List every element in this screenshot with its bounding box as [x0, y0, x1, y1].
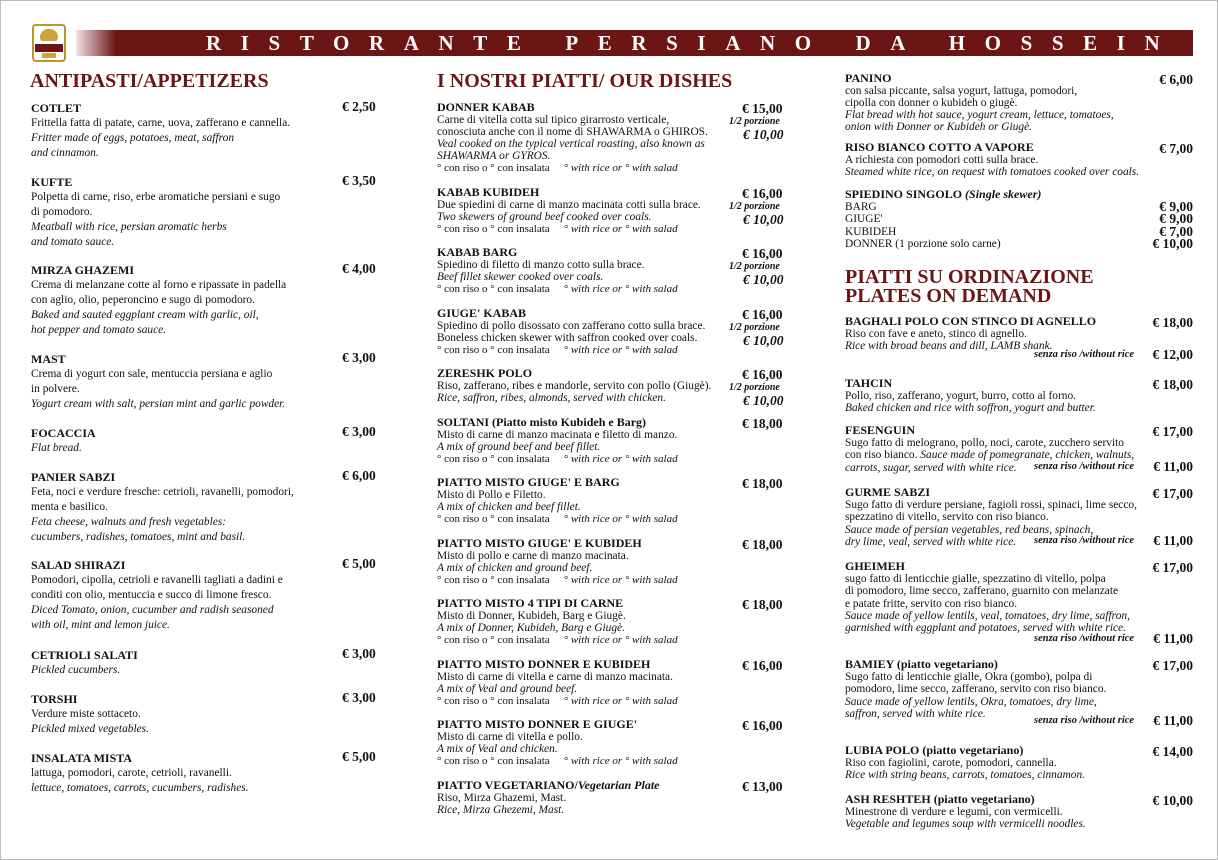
serving-options-en: ° with rice or ° with salad: [563, 453, 678, 465]
on-demand-price: € 10,00: [1152, 793, 1193, 808]
skewer-label: DONNER (1 porzione solo carne): [845, 237, 1001, 250]
single-skewer-name-en: (Single skewer): [962, 187, 1042, 201]
on-demand-name: GURME SABZI: [845, 485, 931, 499]
serving-options: [437, 283, 727, 296]
item-description: Feta, noci e verdure fresche: cetrioli, ravanelli, pomodori,: [31, 486, 294, 498]
serving-options: [437, 344, 727, 357]
dish-price: € 16,00: [742, 186, 783, 201]
serving-options: [437, 453, 727, 466]
on-demand-name: GHEIMEH: [845, 559, 906, 573]
extra-name: PANINO: [845, 71, 892, 85]
single-skewer-name: SPIEDINO SINGOLO (Single skewer): [845, 187, 1042, 201]
extra-description-en: Steamed white rice, on request with tomatoes cooked over coals.: [845, 166, 1140, 178]
on-demand-description: di pomodoro, lime secco, zafferano, guarnito con melanzate: [845, 585, 1119, 598]
without-rice-price: € 11,00: [1153, 631, 1193, 646]
serving-options: [437, 223, 727, 236]
logo-ribbon-icon: [35, 44, 63, 52]
serving-options: [437, 695, 727, 708]
item-description-en: Baked and sauted eggplant cream with garlic, oil,: [31, 309, 259, 321]
serving-options: [437, 513, 727, 526]
serving-options-en: ° with rice or ° with salad: [563, 223, 678, 235]
on-demand-name: ASH RESHTEH (piatto vegetariano): [845, 792, 1035, 806]
skewer-price: € 10,00: [1152, 235, 1193, 251]
dish-description-en: A mix of Veal and chicken.: [437, 743, 558, 755]
dish-name: GIUGE' KABAB: [437, 306, 527, 320]
on-demand-name: TAHCIN: [845, 376, 893, 390]
without-rice-label: senza riso /without rice: [1034, 535, 1135, 546]
appetizer-item: [31, 263, 331, 338]
appetizer-item: [31, 352, 331, 412]
item-description: di pomodoro.: [31, 206, 93, 218]
dish-description: Spiedino di pollo disossato con zafferano cotto sulla brace.: [437, 320, 706, 332]
without-rice-label: senza riso /without rice: [1034, 715, 1135, 726]
on-demand-item: [845, 377, 1145, 415]
appetizer-item: [31, 426, 331, 456]
item-description-en: Diced Tomato, onion, cucumber and radish seasoned: [31, 604, 274, 616]
item-price: € 3,00: [342, 646, 376, 661]
serving-options-it: ° con riso o ° con insalata: [437, 162, 550, 174]
dish-name: PIATTO VEGETARIANO/Vegetarian Plate: [437, 778, 660, 792]
dish-description: conosciuta anche con il nome di SHAWARMA o GHIROS.: [437, 126, 708, 138]
serving-options-en: ° with rice or ° with salad: [563, 344, 678, 356]
item-name: CETRIOLI SALATI: [31, 648, 138, 662]
dish-item: [437, 658, 727, 708]
on-demand-name: LUBIA POLO (piatto vegetariano): [845, 743, 1024, 757]
skewer-label: KUBIDEH: [845, 225, 897, 238]
dish-description: Carne di vitella cotta sul tipico girarrosto verticale,: [437, 114, 670, 126]
on-demand-name: BAGHALI POLO CON STINCO DI AGNELLO: [845, 314, 1097, 328]
dish-price: € 18,00: [742, 597, 783, 612]
serving-options: [437, 634, 727, 647]
on-demand-item: [845, 793, 1145, 831]
without-rice-price: € 11,00: [1153, 533, 1193, 548]
on-demand-name: BAMIEY (piatto vegetariano): [845, 657, 998, 671]
item-description-en: with oil, mint and lemon juice.: [31, 619, 170, 631]
item-description-en: lettuce, tomatoes, carrots, cucumbers, radishes.: [31, 782, 249, 794]
item-description: Crema di melanzane cotte al forno e ripassate in padella: [31, 279, 287, 291]
item-price: € 2,50: [342, 99, 376, 114]
dish-price: € 15,00: [742, 101, 783, 116]
dish-description-en: A mix of chicken and ground beef.: [437, 562, 593, 574]
dish-description-en: A mix of Donner, Kubideh, Barg e Giugè.: [437, 622, 625, 634]
item-name: MAST: [31, 352, 66, 366]
item-name: COTLET: [31, 101, 82, 115]
half-portion-price: € 10,00: [743, 393, 784, 408]
skewer-label: GIUGE': [845, 213, 883, 226]
dish-name: PIATTO MISTO GIUGE' E KUBIDEH: [437, 536, 642, 550]
dish-description: Spiedino di filetto di manzo cotto sulla brace.: [437, 259, 645, 271]
extra-item: [845, 72, 1145, 133]
dish-item: [437, 718, 727, 768]
serving-options: [437, 755, 727, 768]
extra-description-en: onion with Donner or Kubideh or Giugè.: [845, 121, 1032, 133]
item-price: € 3,00: [342, 424, 376, 439]
serving-options-it: ° con riso o ° con insalata: [437, 453, 550, 465]
item-description: Frittella fatta di patate, carne, uova, zafferano e cannella.: [31, 117, 291, 129]
extra-item: [845, 141, 1145, 178]
serving-options-it: ° con riso o ° con insalata: [437, 634, 550, 646]
dish-description-en: A mix of chicken and beef fillet.: [437, 501, 581, 513]
serving-options-en: ° with rice or ° with salad: [563, 634, 678, 646]
serving-options-it: ° con riso o ° con insalata: [437, 223, 550, 235]
dish-price: € 18,00: [742, 416, 783, 431]
serving-options-it: ° con riso o ° con insalata: [437, 695, 550, 707]
extra-name: RISO BIANCO COTTO A VAPORE: [845, 140, 1034, 154]
item-description-en: Yogurt cream with salt, persian mint and garlic powder.: [31, 398, 286, 410]
item-description: menta e basilico.: [31, 501, 108, 513]
restaurant-logo: [32, 24, 66, 62]
single-skewer-item: [845, 188, 1041, 201]
extra-description: A richiesta con pomodori cotti sulla brace.: [845, 154, 1039, 166]
on-demand-heading-it: PIATTI SU ORDINAZIONE: [845, 266, 1094, 288]
dish-name: ZERESHK POLO: [437, 366, 533, 380]
dish-price: € 16,00: [742, 307, 783, 322]
on-demand-description-en: Vegetable and legumes soup with vermicelli noodles.: [845, 818, 1086, 831]
dish-price: € 16,00: [742, 246, 783, 261]
serving-options-it: ° con riso o ° con insalata: [437, 513, 550, 525]
on-demand-description-en: Sauce made of yellow lentils, veal, tomatoes, dry lime, saffron,: [845, 609, 1130, 622]
dish-description: Boneless chicken skewer with saffron cooked over coals.: [437, 332, 698, 344]
serving-options-it: ° con riso o ° con insalata: [437, 574, 550, 586]
appetizer-item: [31, 648, 331, 678]
on-demand-description-en: Sauce made of yellow lentils, Okra, tomatoes, dry lime,: [845, 695, 1097, 708]
half-portion-label: 1/2 porzione: [729, 201, 780, 212]
dish-item: [437, 476, 727, 526]
dish-item: [437, 416, 727, 466]
dish-price: € 16,00: [742, 658, 783, 673]
dish-description-en: Beef fillet skewer cooked over coals.: [437, 271, 604, 283]
item-description: conditi con olio, mentuccia e succo di limone fresco.: [31, 589, 272, 601]
logo-base-icon: [42, 53, 56, 58]
on-demand-price: € 18,00: [1152, 315, 1193, 330]
dishes-heading: I NOSTRI PIATTI/ OUR DISHES: [437, 70, 733, 92]
on-demand-description-en: carrots, sugar, served with white rice.: [845, 461, 1017, 474]
on-demand-description: Sugo fatto di verdure persiane, fagioli rossi, spinaci, lime secco,: [845, 499, 1137, 511]
header-banner: [76, 30, 1193, 56]
on-demand-description-part: con riso bianco.: [845, 449, 921, 462]
on-demand-price: € 17,00: [1152, 486, 1193, 501]
item-name: FOCACCIA: [31, 426, 96, 440]
skewer-price: € 7,00: [1159, 223, 1193, 239]
on-demand-description-en-part: Sauce made of pomegranate, chicken, walnuts,: [920, 449, 1135, 462]
item-price: € 4,00: [342, 261, 376, 276]
dish-item: [437, 779, 727, 816]
half-portion-price: € 10,00: [743, 333, 784, 348]
on-demand-description: pomodoro, lime secco, zafferano, servito con riso bianco.: [845, 683, 1107, 696]
item-description: Pomodori, cipolla, cetrioli e ravanelli tagliati a dadini e: [31, 574, 283, 586]
on-demand-description-en: Rice with string beans, carrots, tomatoes, cinnamon.: [845, 769, 1086, 782]
extra-description-en: Flat bread with hot sauce, yogurt cream, lettuce, tomatoes,: [845, 109, 1114, 121]
on-demand-item: [845, 744, 1145, 782]
serving-options-en: ° with rice or ° with salad: [563, 574, 678, 586]
item-price: € 6,00: [342, 468, 376, 483]
appetizer-item: [31, 175, 331, 250]
half-portion-price: € 10,00: [743, 212, 784, 227]
item-description: Polpetta di carne, riso, erbe aromatiche persiani e sugo: [31, 191, 281, 203]
on-demand-heading-en: PLATES ON DEMAND: [845, 285, 1052, 307]
on-demand-description-en: Rice with broad beans and dill, LAMB shank.: [845, 340, 1053, 353]
serving-options-it: ° con riso o ° con insalata: [437, 344, 550, 356]
extra-description: con salsa piccante, salsa yogurt, lattuga, pomodori,: [845, 85, 1078, 97]
dish-item: [437, 537, 727, 587]
serving-options-en: ° with rice or ° with salad: [563, 513, 678, 525]
dish-price: € 18,00: [742, 537, 783, 552]
serving-options-it: ° con riso o ° con insalata: [437, 283, 550, 295]
on-demand-description: sugo fatto di lenticchie gialle, spezzatino di vitello, polpa: [845, 573, 1106, 585]
half-portion-price: € 10,00: [743, 127, 784, 142]
dish-description: Misto di pollo e carne di manzo macinata.: [437, 550, 629, 562]
serving-options-en: ° with rice or ° with salad: [563, 755, 678, 767]
dish-description-en: Veal cooked on the typical vertical roasting, also known as: [437, 138, 705, 150]
on-demand-description-en: Baked chicken and rice with soffron, yogurt and butter.: [845, 402, 1096, 415]
extra-price: € 6,00: [1159, 72, 1193, 87]
dish-name-en: Vegetarian Plate: [577, 778, 660, 792]
dish-description: Misto di carne di vitella e pollo.: [437, 731, 583, 743]
restaurant-title: RISTORANTE PERSIANO DA HOSSEIN: [206, 31, 1180, 55]
dish-description: Riso, Mirza Ghazemi, Mast.: [437, 792, 567, 804]
on-demand-description-en: Sauce made of persian vegetables, red beans, spinach,: [845, 523, 1094, 536]
dish-description: Riso, zafferano, ribes e mandorle, servito con pollo (Giugè).: [437, 380, 712, 392]
dish-description-en: SHAWARMA or GYROS.: [437, 150, 551, 162]
dish-name: KABAB BARG: [437, 245, 518, 259]
dish-description: Misto di Pollo e Filetto.: [437, 489, 546, 501]
item-name: MIRZA GHAZEMI: [31, 263, 135, 277]
dish-description: Misto di carne di vitella e carne di manzo macinata.: [437, 671, 673, 683]
on-demand-price: € 14,00: [1152, 744, 1193, 759]
without-rice-price: € 12,00: [1152, 347, 1193, 362]
dish-name: DONNER KABAB: [437, 100, 535, 114]
dish-name: KABAB KUBIDEH: [437, 185, 540, 199]
on-demand-description-mixed: [845, 449, 1145, 461]
on-demand-description: Sugo fatto di melograno, pollo, noci, carote, zucchero servito: [845, 437, 1124, 449]
on-demand-description-en: garnished with eggplant and potatoes, served with white rice.: [845, 622, 1126, 635]
dish-description-en: Two skewers of ground beef cooked over coals.: [437, 211, 652, 223]
serving-options-en: ° with rice or ° with salad: [563, 695, 678, 707]
on-demand-item: [845, 315, 1145, 353]
on-demand-description: Sugo fatto di lenticchie gialle, Okra (gombo), polpa di: [845, 671, 1093, 683]
item-description-en: Flat bread.: [31, 442, 82, 454]
dish-description: Misto di carne di manzo macinata e filetto di manzo.: [437, 429, 678, 441]
skewer-label: BARG: [845, 201, 877, 213]
item-description-en: cucumbers, radishes, tomatoes, mint and basil.: [31, 531, 246, 543]
appetizer-item: [31, 751, 331, 796]
on-demand-description: Pollo, riso, zafferano, yogurt, burro, cotto al forno.: [845, 390, 1077, 402]
item-description-en: hot pepper and tomato sauce.: [31, 324, 167, 336]
extra-description: cipolla con donner o kubideh o giugè.: [845, 97, 1018, 109]
item-description-en: Pickled mixed vegetables.: [31, 723, 149, 735]
without-rice-label: senza riso /without rice: [1034, 461, 1135, 472]
item-description-en: and tomato sauce.: [31, 236, 115, 248]
dish-name: PIATTO MISTO 4 TIPI DI CARNE: [437, 596, 624, 610]
on-demand-description-en: saffron, served with white rice.: [845, 707, 986, 720]
dish-description: Due spiedini di carne di manzo macinata cotti sulla brace.: [437, 199, 701, 211]
dish-name: PIATTO MISTO GIUGE' E BARG: [437, 475, 620, 489]
dish-name: PIATTO MISTO DONNER E GIUGE': [437, 717, 638, 731]
item-name: INSALATA MISTA: [31, 751, 133, 765]
extra-price: € 7,00: [1159, 141, 1193, 156]
dish-item: [437, 367, 727, 404]
item-description: con aglio, olio, peperoncino e sugo di pomodoro.: [31, 294, 255, 306]
logo-crest-icon: [40, 29, 58, 41]
serving-options: [437, 162, 727, 175]
dish-item: [437, 101, 727, 175]
half-portion-label: 1/2 porzione: [729, 261, 780, 272]
dish-item: [437, 597, 727, 647]
item-description-en: Pickled cucumbers.: [31, 664, 121, 676]
on-demand-price: € 17,00: [1152, 424, 1193, 439]
dish-description-en: Rice, Mirza Ghezemi, Mast.: [437, 804, 565, 816]
dish-name: PIATTO MISTO DONNER E KUBIDEH: [437, 657, 651, 671]
half-portion-label: 1/2 porzione: [729, 382, 780, 393]
skewer-price: € 9,00: [1159, 199, 1193, 214]
item-name: KUFTE: [31, 175, 73, 189]
item-description: lattuga, pomodori, carote, cetrioli, ravanelli.: [31, 767, 232, 779]
item-description-en: Meatball with rice, persian aromatic herbs: [31, 221, 227, 233]
item-price: € 3,50: [342, 173, 376, 188]
item-price: € 5,00: [342, 556, 376, 571]
dish-item: [437, 307, 727, 357]
item-description: Crema di yogurt con sale, mentuccia persiana e aglio: [31, 368, 273, 380]
half-portion-label: 1/2 porzione: [729, 116, 780, 127]
serving-options-en: ° with rice or ° with salad: [563, 162, 678, 174]
without-rice-price: € 11,00: [1153, 459, 1193, 474]
dish-item: [437, 246, 727, 296]
appetizer-item: [31, 470, 331, 545]
dish-item: [437, 186, 727, 236]
on-demand-description: Riso con fagiolini, carote, pomodori, cannella.: [845, 757, 1057, 769]
item-price: € 3,00: [342, 350, 376, 365]
without-rice-price: € 11,00: [1153, 713, 1193, 728]
skewer-price: € 9,00: [1159, 211, 1193, 227]
dish-description-en: A mix of ground beef and beef fillet.: [437, 441, 601, 453]
on-demand-description: spezzatino di vitello, servito con riso bianco.: [845, 511, 1049, 524]
serving-options-en: ° with rice or ° with salad: [563, 283, 678, 295]
on-demand-description: e patate fritte, servito con riso bianco.: [845, 597, 1018, 610]
item-name: TORSHI: [31, 692, 78, 706]
on-demand-price: € 18,00: [1152, 377, 1193, 392]
half-portion-label: 1/2 porzione: [729, 322, 780, 333]
appetizer-item: [31, 692, 331, 737]
item-description-en: Feta cheese, walnuts and fresh vegetables:: [31, 516, 227, 528]
on-demand-item: [845, 658, 1145, 720]
dish-name: SOLTANI (Piatto misto Kubideh e Barg): [437, 415, 647, 429]
half-portion-price: € 10,00: [743, 272, 784, 287]
on-demand-item: [845, 560, 1145, 634]
appetizers-heading: ANTIPASTI/APPETIZERS: [30, 70, 269, 92]
item-price: € 3,00: [342, 690, 376, 705]
dish-price: € 16,00: [742, 367, 783, 382]
without-rice-label: senza riso /without rice: [1034, 633, 1135, 644]
on-demand-description-en: dry lime, veal, served with white rice.: [845, 535, 1017, 548]
item-name: SALAD SHIRAZI: [31, 558, 126, 572]
item-description: in polvere.: [31, 383, 80, 395]
item-description-en: and cinnamon.: [31, 147, 99, 159]
item-description: Verdure miste sottaceto.: [31, 708, 141, 720]
without-rice-label: senza riso /without rice: [1034, 349, 1135, 360]
serving-options-it: ° con riso o ° con insalata: [437, 755, 550, 767]
on-demand-price: € 17,00: [1152, 658, 1193, 673]
on-demand-name: FESENGUIN: [845, 423, 916, 437]
serving-options: [437, 574, 727, 587]
dish-description-en: Rice, saffron, ribes, almonds, served with chicken.: [437, 392, 666, 404]
item-name: PANIER SABZI: [31, 470, 116, 484]
dish-description-en: A mix of Veal and ground beef.: [437, 683, 578, 695]
item-price: € 5,00: [342, 749, 376, 764]
appetizer-item: [31, 558, 331, 633]
on-demand-description: Riso con fave e aneto, stinco di agnello.: [845, 328, 1027, 340]
dish-price: € 16,00: [742, 718, 783, 733]
appetizer-item: [31, 101, 331, 161]
dish-description: Misto di Donner, Kubideh, Barg e Giugè.: [437, 610, 626, 622]
on-demand-price: € 17,00: [1152, 560, 1193, 575]
dish-price: € 13,00: [742, 779, 783, 794]
on-demand-description: Minestrone di verdure e legumi, con vermicelli.: [845, 806, 1063, 818]
item-description-en: Fritter made of eggs, potatoes, meat, saffron: [31, 132, 235, 144]
dish-price: € 18,00: [742, 476, 783, 491]
